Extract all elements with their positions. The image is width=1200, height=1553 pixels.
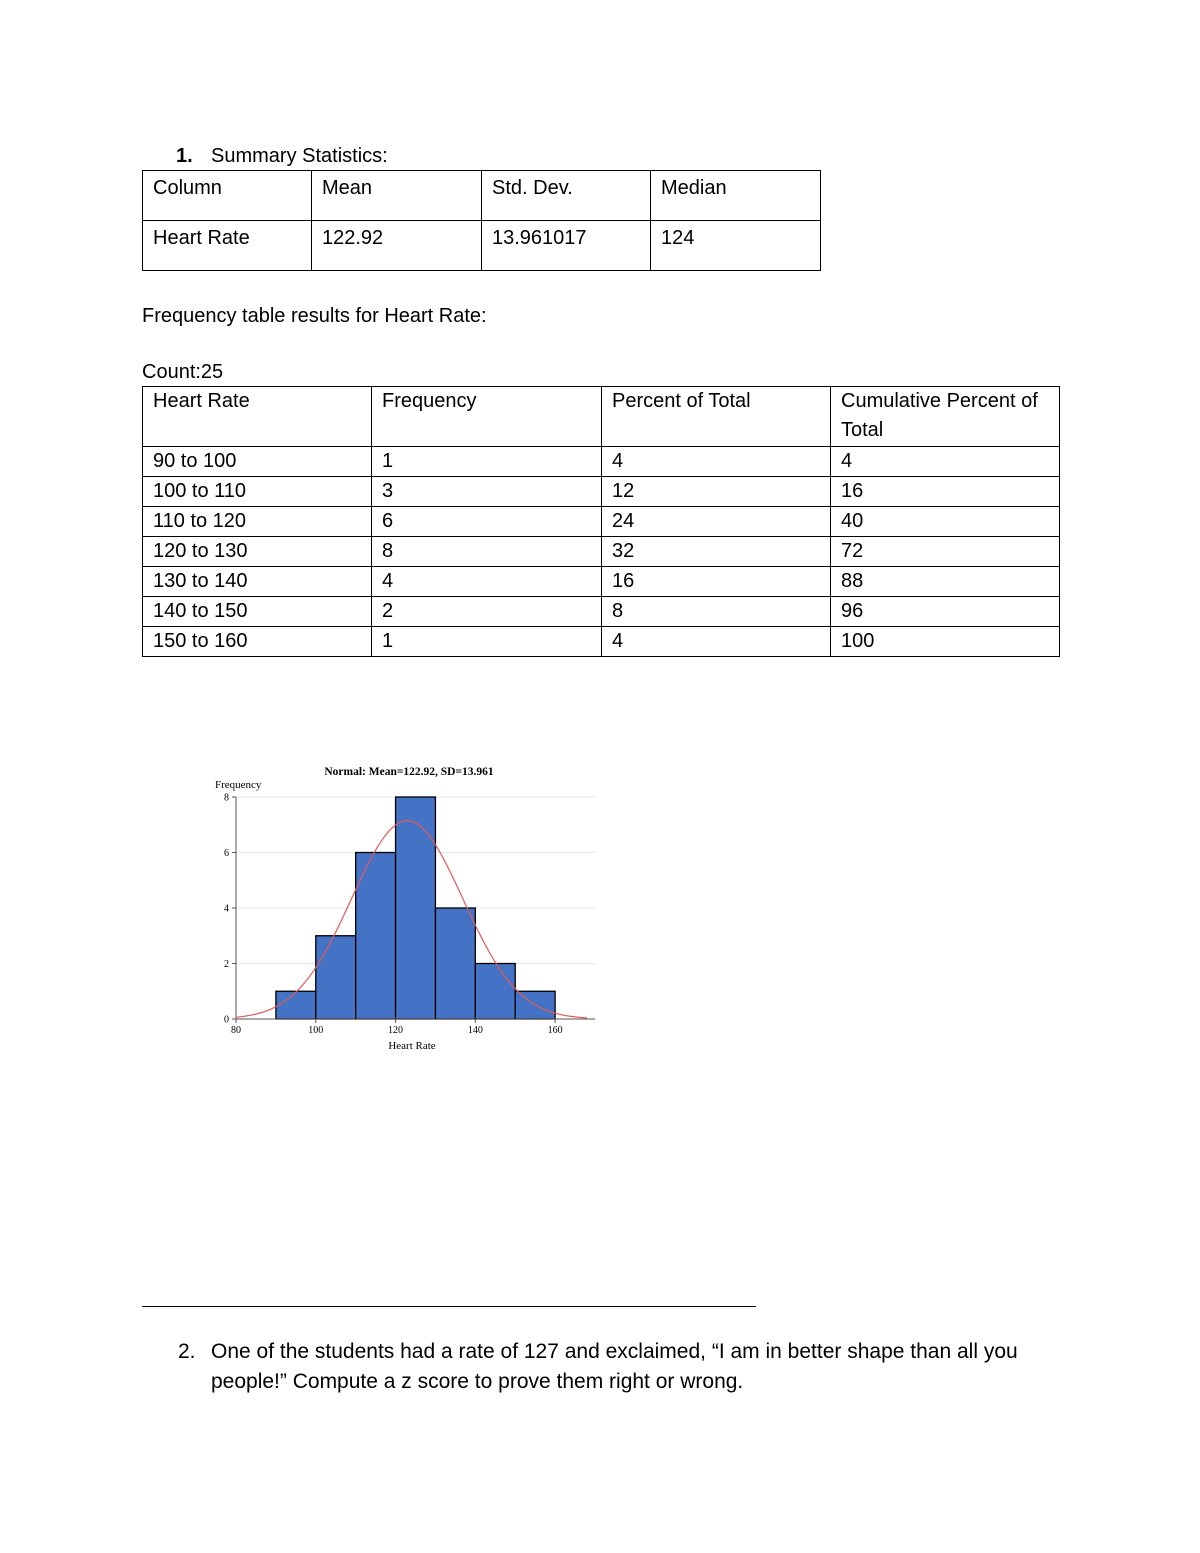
table-header-row — [143, 387, 1060, 447]
table-cell: Heart Rate — [143, 221, 312, 271]
table-row — [143, 447, 1060, 477]
table-cell: 6 — [372, 507, 602, 537]
histogram-bar — [276, 991, 316, 1019]
frequency-table — [142, 386, 1060, 657]
summary-statistics-table — [142, 170, 821, 271]
y-tick-label: 0 — [224, 1014, 229, 1026]
table-row — [143, 507, 1060, 537]
separator-line — [142, 1306, 756, 1307]
table-cell: 88 — [831, 567, 1060, 597]
y-tick-label: 8 — [224, 792, 229, 804]
histogram-bar — [475, 964, 515, 1020]
question-2-text: One of the students had a rate of 127 and exclaimed, “I am in better shape than all you people!” Compute a z score to prove them right or wrong. — [211, 1340, 1018, 1393]
table-cell: 8 — [372, 537, 602, 567]
chart-title: Normal: Mean=122.92, SD=13.961 — [324, 766, 494, 778]
table-row — [143, 537, 1060, 567]
table-cell: 122.92 — [312, 221, 482, 271]
table-cell: 16 — [831, 477, 1060, 507]
table-row — [143, 627, 1060, 657]
table-cell: 124 — [651, 221, 821, 271]
x-tick-label: 100 — [308, 1025, 324, 1036]
header-cell: Mean — [312, 171, 482, 221]
table-cell: 8 — [602, 597, 831, 627]
x-tick-label: 80 — [231, 1025, 241, 1036]
question-2 — [178, 1337, 1071, 1397]
table-cell: 100 — [831, 627, 1060, 657]
table-cell: 96 — [831, 597, 1060, 627]
x-tick-label: 160 — [547, 1025, 563, 1036]
question-2-number: 2. — [178, 1340, 196, 1363]
y-tick-label: 6 — [224, 848, 229, 859]
x-axis-label: Heart Rate — [388, 1040, 436, 1052]
table-row — [143, 221, 821, 271]
header-cell: Cumulative Percent of Total — [831, 387, 1060, 447]
table-cell: 4 — [831, 447, 1060, 477]
table-cell: 4 — [372, 567, 602, 597]
y-tick-label: 4 — [224, 903, 229, 915]
section-1-title: Summary Statistics: — [211, 145, 388, 167]
table-cell: 1 — [372, 447, 602, 477]
table-header-row — [143, 171, 821, 221]
frequency-table-title: Frequency table results for Heart Rate: — [142, 305, 487, 327]
table-cell: 110 to 120 — [143, 507, 372, 537]
y-axis-label: Frequency — [215, 779, 262, 791]
x-tick-label: 140 — [467, 1025, 483, 1036]
table-cell: 130 to 140 — [143, 567, 372, 597]
table-cell: 150 to 160 — [143, 627, 372, 657]
section-1-heading — [176, 143, 388, 169]
header-cell: Median — [651, 171, 821, 221]
table-cell: 90 to 100 — [143, 447, 372, 477]
histogram-bar — [316, 936, 356, 1019]
header-cell: Column — [143, 171, 312, 221]
table-cell: 100 to 110 — [143, 477, 372, 507]
histogram-bar — [396, 797, 436, 1019]
table-cell: 1 — [372, 627, 602, 657]
heart-rate-histogram — [200, 755, 620, 1065]
table-cell: 72 — [831, 537, 1060, 567]
count-label: Count:25 — [142, 361, 224, 383]
table-cell: 32 — [602, 537, 831, 567]
table-row — [143, 477, 1060, 507]
table-row — [143, 567, 1060, 597]
table-cell: 3 — [372, 477, 602, 507]
table-cell: 2 — [372, 597, 602, 627]
y-tick-label: 2 — [224, 959, 229, 970]
header-cell: Heart Rate — [143, 387, 372, 447]
table-row — [143, 597, 1060, 627]
table-cell: 120 to 130 — [143, 537, 372, 567]
x-tick-label: 120 — [388, 1025, 404, 1036]
table-cell: 140 to 150 — [143, 597, 372, 627]
header-cell: Frequency — [372, 387, 602, 447]
section-1-number: 1. — [176, 145, 193, 167]
header-cell: Std. Dev. — [482, 171, 651, 221]
histogram-bar — [435, 908, 475, 1019]
table-cell: 4 — [602, 447, 831, 477]
header-cell: Percent of Total — [602, 387, 831, 447]
frequency-table-body — [143, 447, 1060, 657]
table-cell: 24 — [602, 507, 831, 537]
table-cell: 13.961017 — [482, 221, 651, 271]
table-cell: 16 — [602, 567, 831, 597]
table-cell: 4 — [602, 627, 831, 657]
table-cell: 40 — [831, 507, 1060, 537]
table-cell: 12 — [602, 477, 831, 507]
